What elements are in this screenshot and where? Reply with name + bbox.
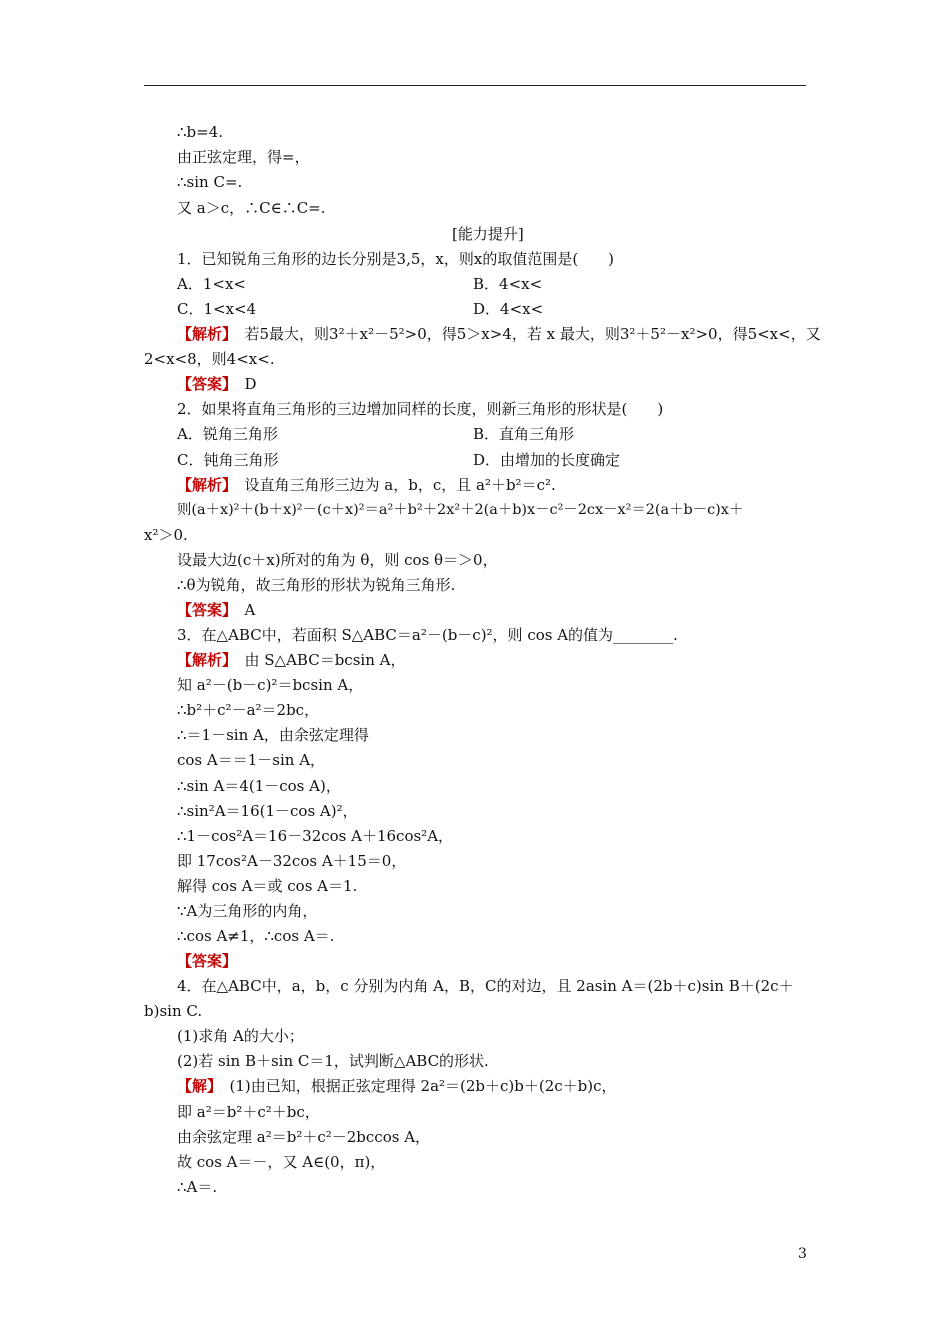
q3-stem: 3．在△ABC中，若面积 S△ABC＝a²－(b－c)²，则 cos A的值为________. [177,626,678,644]
q4-line-4: ∴A＝. [177,1178,218,1196]
q3-line-7: ∴1－cos²A＝16－32cos A＋16cos²A， [177,827,454,845]
analysis-text: 设直角三角形三边为 a，b，c，且 a²＋b²＝c². [229,476,556,494]
line-angle-c: 又 a＞c，∴C∈∴C=. [177,199,326,217]
analysis-tag: 【解析】 [177,651,230,669]
analysis-tag: 【解析】 [177,325,230,343]
answer-tag: 【答案】 [177,375,230,393]
q3-line-1: 知 a²－(b－c)²＝bcsin A， [177,676,364,694]
analysis-tag: 【解析】 [177,476,230,494]
q1-option-d: D．4<x< [473,300,544,318]
q2-line-2: x²＞0. [144,526,188,544]
q4-stem: 4．在△ABC中，a，b，c 分别为内角 A，B，C的对边，且 2asin A＝(2b＋c)sin B＋(2c＋ [177,977,794,995]
q4-part-1: (1)求角 A的大小； [177,1027,304,1045]
q3-line-9: 解得 cos A＝或 cos A＝1. [177,877,358,895]
q3-answer [177,951,237,971]
answer-tag: 【答案】 [177,601,230,619]
q3-line-10: ∵A为三角形的内角， [177,902,318,920]
q4-line-1: 即 a²＝b²＋c²＋bc， [177,1103,320,1121]
q3-line-6: ∴sin²A＝16(1－cos A)²， [177,802,358,820]
answer-text: A [229,601,256,619]
header-rule [144,85,806,86]
line-b-equals-4: ∴b=4. [177,123,224,141]
q2-analysis [177,475,556,495]
q2-line-1: 则(a＋x)²＋(b＋x)²－(c＋x)²＝a²＋b²＋2x²＋2(a＋b)x－c²－2cx－x²＝2(a＋b－c)x＋ [177,502,744,518]
q2-line-4: ∴θ为锐角，故三角形的形状为锐角三角形. [177,576,456,594]
q2-answer [177,600,255,620]
q4-part-2: (2)若 sin B＋sin C＝1，试判断△ABC的形状. [177,1052,489,1070]
answer-tag: 【答案】 [177,952,238,970]
page-number: 3 [798,1246,807,1262]
q4-line-2: 由余弦定理 a²＝b²＋c²－2bccos A， [177,1128,431,1146]
q3-line-2: ∴b²＋c²－a²＝2bc， [177,701,320,719]
q1-option-a: A．1<x< [177,275,246,293]
q1-stem: 1．已知锐角三角形的边长分别是3,5，x，则x的取值范围是( ) [177,250,615,268]
solution-tag: 【解】 [177,1077,215,1095]
q2-option-a: A．锐角三角形 [177,425,278,443]
q3-line-8: 即 17cos²A－32cos A＋15＝0， [177,852,407,870]
q4-solution [177,1076,617,1096]
line-sin-c: ∴sin C=. [177,173,243,191]
analysis-text: 由 S△ABC＝bcsin A， [229,651,406,669]
answer-text: D [229,375,257,393]
q4-stem-cont: b)sin C. [144,1002,203,1020]
q3-line-11: ∴cos A≠1，∴cos A＝. [177,927,335,945]
q1-option-c: C．1<x<4 [177,300,257,318]
q1-analysis [177,324,821,344]
q1-option-b: B．4<x< [473,275,543,293]
q4-line-3: 故 cos A＝－，又 A∈(0，π)， [177,1153,386,1171]
q2-option-c: C．钝角三角形 [177,451,279,469]
solution-text: (1)由已知，根据正弦定理得 2a²＝(2b＋c)b＋(2c＋b)c， [214,1077,617,1095]
q3-analysis [177,650,405,670]
q2-option-d: D．由增加的长度确定 [473,451,621,469]
q1-analysis-cont: 2<x<8，则4<x<. [144,350,275,368]
q1-answer [177,374,257,394]
section-title: [能力提升] [452,225,524,243]
q3-line-5: ∴sin A＝4(1－cos A)， [177,777,341,795]
q3-line-4: cos A＝＝1－sin A， [177,751,326,769]
q3-line-3: ∴＝1－sin A，由余弦定理得 [177,726,369,744]
line-sine-law: 由正弦定理，得=， [177,148,310,166]
q2-stem: 2．如果将直角三角形的三边增加同样的长度，则新三角形的形状是( ) [177,400,664,418]
q2-option-b: B．直角三角形 [473,425,575,443]
q2-line-3: 设最大边(c＋x)所对的角为 θ，则 cos θ＝＞0， [177,551,498,569]
analysis-text: 若5最大，则3²＋x²－5²>0，得5＞x>4，若 x 最大，则3²＋5²－x²>0，得5<x<，又 [229,325,821,343]
